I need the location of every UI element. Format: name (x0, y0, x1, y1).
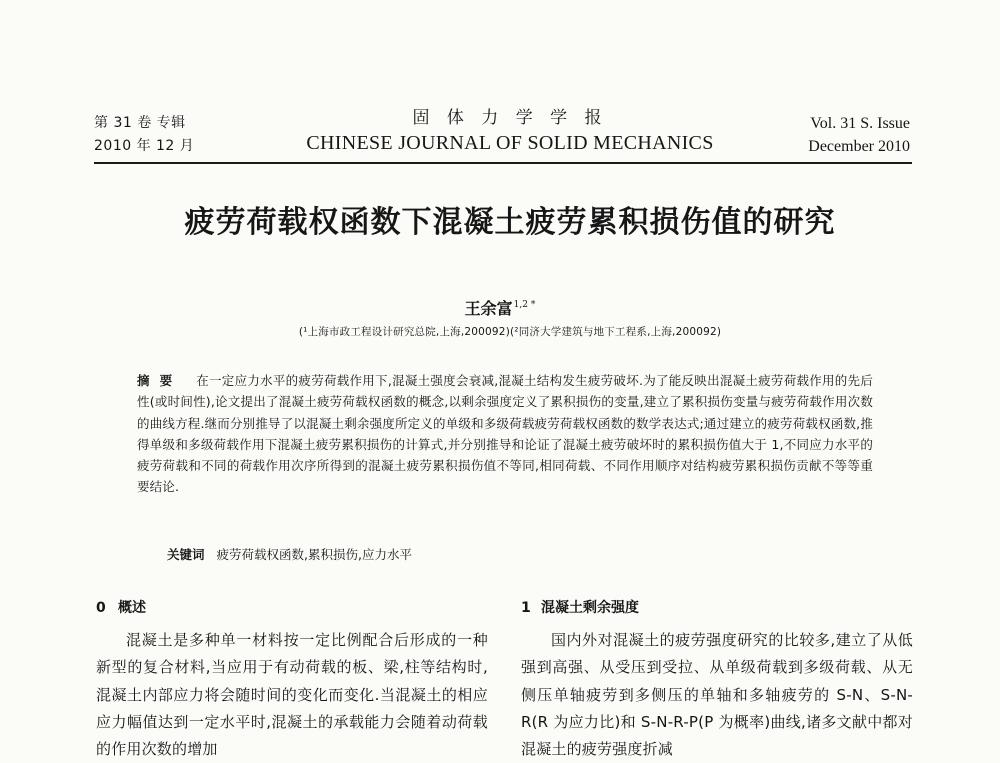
article-title: 疲劳荷载权函数下混凝土疲劳累积损伤值的研究 (184, 205, 836, 240)
author-line (300, 296, 700, 319)
author-name: 王余富 (464, 299, 513, 318)
section-title: 概述 (118, 600, 146, 616)
abstract (137, 370, 873, 498)
header-divider (94, 162, 912, 164)
header-date-en: December 2010 (808, 138, 910, 155)
author-superscript: 1,2 * (513, 300, 536, 310)
header-volume-info (94, 112, 194, 158)
abstract-label: 摘要 (137, 373, 183, 388)
section-paragraph: 混凝土是多种单一材料按一定比例配合后形成的一种新型的复合材料,当应用于有动荷载的板、梁,柱等结构时,混凝土内部应力将会随时间的变化而变化.当混凝土的相应应力幅值达到一定水平时,混凝土的承载能力会随着动荷载的作用次数的增加 (96, 631, 488, 759)
journal-title-cn: 固 体 力 学 学 报 (412, 108, 608, 128)
keywords-label: 关键词 (167, 547, 205, 562)
keywords (167, 545, 867, 563)
right-column (521, 598, 913, 763)
author-affiliations: (¹上海市政工程设计研究总院,上海,200092)(²同济大学建筑与地下工程系,上海,200092) (298, 326, 722, 338)
journal-title-en: CHINESE JOURNAL OF SOLID MECHANICS (306, 132, 714, 154)
left-column (96, 598, 488, 763)
section-heading-0 (96, 598, 488, 618)
journal-masthead (230, 106, 790, 156)
abstract-text: 在一定应力水平的疲劳荷载作用下,混凝土强度会衰减,混凝土结构发生疲劳破坏.为了能反映出混凝土疲劳荷载作用的先后性(或时间性),论文提出了混凝土疲劳荷载权函数的概念,以剩余强度定义了累积损伤的变量,建立了累积损伤变量与疲劳荷载作用次数的曲线方程.继而分别推导了以混凝土剩余强度所定义的单级和多级荷载疲劳荷载权函数的数学表达式;通过建立的疲劳荷载权函数,推得单级和多级荷载作用下混凝土疲劳累积损伤的计算式,并分别推导和论证了混凝土疲劳破坏时的累积损伤值大于 1,不同应力水平的疲劳荷载和不同的荷载作用次序所得到的混凝土疲劳累积损伤值不等同,相同荷载、不同作用顺序对结构疲劳累积损伤贡献不等等重要结论. (137, 373, 873, 495)
section-number: 0 (96, 600, 106, 616)
section-number: 1 (521, 600, 531, 616)
header-volume-info-en (808, 112, 910, 158)
header-volume-en: Vol. 31 S. Issue (810, 115, 910, 132)
section-paragraph: 国内外对混凝土的疲劳强度研究的比较多,建立了从低强到高强、从受压到受拉、从单级荷载到多级荷载、从无侧压单轴疲劳到多侧压的单轴和多轴疲劳的 S-N、S-N-R(R 为应力比)和 S-N-R-P(P 为概率)曲线,诸多文献中都对混凝土的疲劳强度折减 (521, 631, 913, 759)
header-date-cn: 2010 年 12 月 (94, 138, 195, 154)
section-heading-1 (521, 598, 913, 618)
keywords-text: 疲劳荷载权函数,累积损伤,应力水平 (216, 547, 412, 562)
header-volume-cn: 第 31 卷 专辑 (94, 115, 186, 131)
section-title: 混凝土剩余强度 (541, 600, 639, 616)
